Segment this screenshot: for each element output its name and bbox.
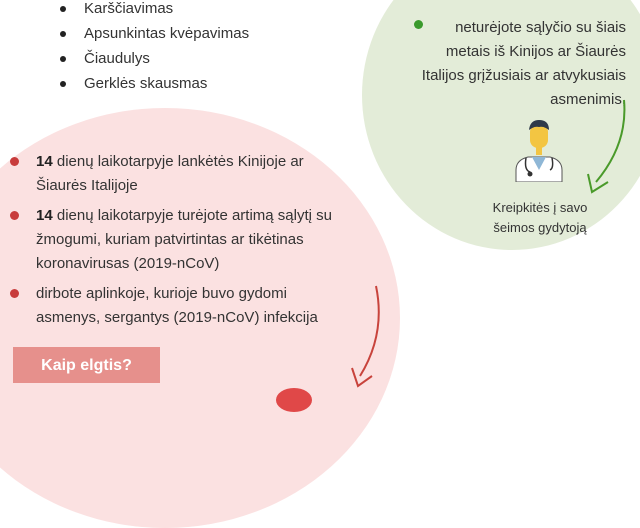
condition-contact [10, 204, 355, 276]
arrow-down-icon [578, 96, 630, 196]
symptom-item: Apsunkintas kvėpavimas [60, 21, 249, 46]
arrow-down-icon [340, 282, 390, 392]
symptom-item: Gerklės skausmas [60, 71, 249, 96]
symptom-item: Karščiavimas [60, 0, 249, 21]
how-to-act-button[interactable]: Kaip elgtis? [13, 347, 160, 383]
red-bullet-icon [10, 157, 19, 166]
condition-days: 14 [36, 153, 53, 170]
condition-days: 14 [36, 207, 53, 224]
condition-text: dienų laikotarpyje turėjote artimą sąlytį su žmogumi, kuriam patvirtintas ar tikėtinas koronavirusas (2019-nCoV) [36, 207, 332, 272]
condition-work [10, 282, 355, 330]
condition-text: dienų laikotarpyje lankėtės Kinijoje ar Šiaurės Italijoje [36, 153, 304, 194]
symptom-item: Čiaudulys [60, 46, 249, 71]
contact-family-doctor: Kreipkitės į savo šeimos gydytoją [492, 200, 588, 235]
symptoms-list [60, 0, 249, 96]
red-circle-decoration [276, 388, 312, 412]
red-bullet-icon [10, 289, 19, 298]
condition-text: dirbote aplinkoje, kurioje buvo gydomi asmenys, sergantys (2019-nCoV) infekcija [36, 285, 318, 326]
doctor-icon [512, 120, 566, 182]
exposure-conditions [10, 150, 355, 336]
no-contact-condition: neturėjote sąlyčio su šiais metais iš Kinijos ar Šiaurės Italijos grįžusiais ar atvykusiais asmenimis, [421, 19, 626, 108]
red-bullet-icon [10, 211, 19, 220]
condition-travel [10, 150, 355, 198]
